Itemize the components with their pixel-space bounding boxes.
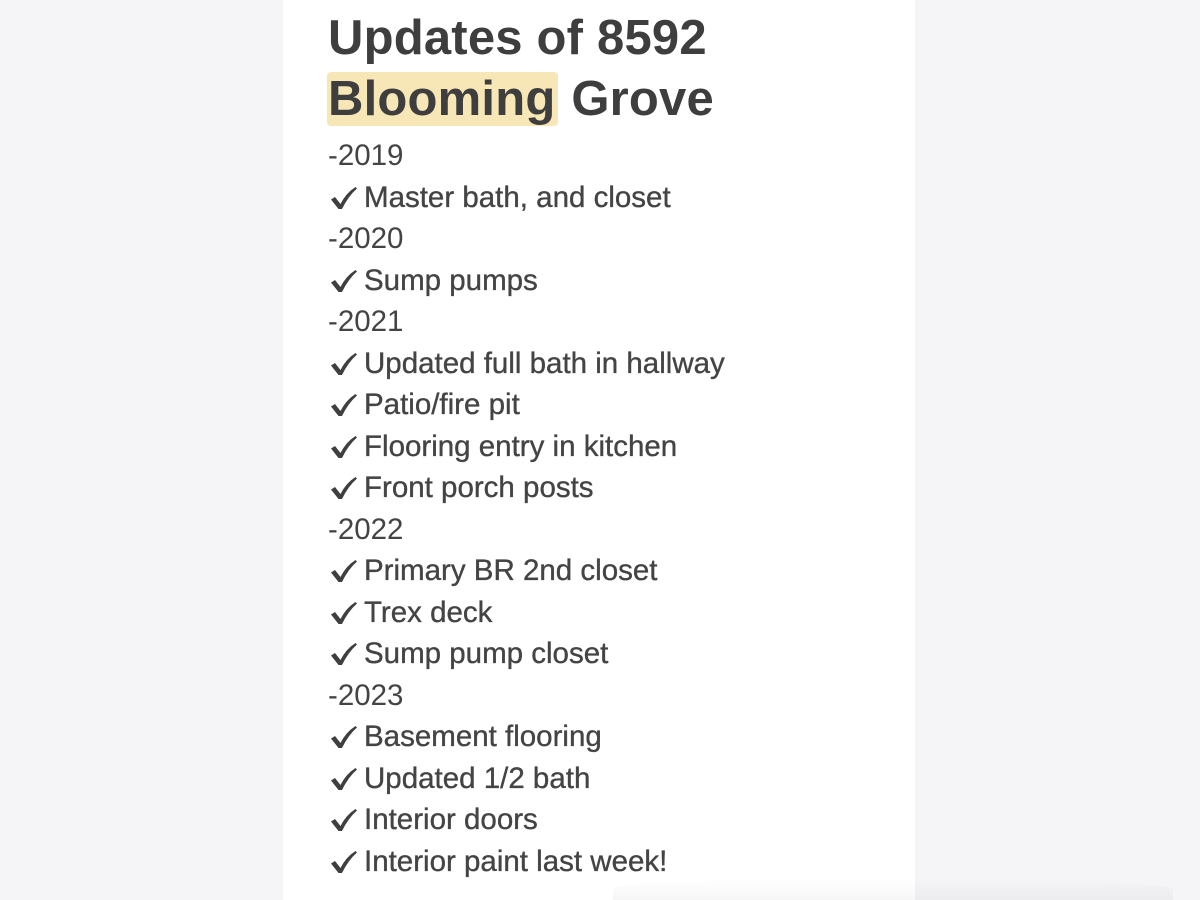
list-item: Updated 1/2 bath — [328, 758, 888, 800]
checkmark-icon — [328, 177, 358, 219]
checkmark-icon — [328, 841, 358, 883]
year-line: -2023 — [328, 678, 404, 712]
checkmark-icon — [328, 426, 358, 468]
year-line: -2020 — [328, 222, 404, 255]
list-item: Master bath, and closet — [328, 177, 888, 219]
year-line: -2022 — [328, 512, 404, 546]
list-item: Flooring entry in kitchen — [328, 426, 888, 468]
checkmark-icon — [328, 592, 358, 634]
updates-list — [328, 135, 888, 882]
list-item: Sump pump closet — [328, 633, 888, 675]
checkmark-icon — [328, 467, 358, 509]
checkmark-icon — [328, 384, 358, 426]
list-item: Primary BR 2nd closet — [328, 550, 888, 592]
title-line-1: Updates of 8592 — [328, 11, 707, 65]
title-highlight: Blooming — [328, 72, 556, 126]
checkmark-icon — [328, 716, 358, 758]
note-content — [328, 8, 888, 882]
list-item: Front porch posts — [328, 467, 888, 509]
list-item: Sump pumps — [328, 260, 888, 302]
list-item: Interior doors — [328, 799, 888, 841]
list-item: Updated full bath in hallway — [328, 343, 888, 385]
checkmark-icon — [328, 758, 358, 800]
list-item: Patio/fire pit — [328, 384, 888, 426]
checkmark-icon — [328, 260, 358, 302]
title-rest: Grove — [557, 72, 714, 126]
checkmark-icon — [328, 343, 358, 385]
year-line: -2019 — [328, 139, 404, 172]
year-line: -2021 — [328, 305, 404, 338]
checkmark-icon — [328, 799, 358, 841]
list-item: Basement flooring — [328, 716, 888, 758]
checkmark-icon — [328, 550, 358, 592]
list-item: Interior paint last week! — [328, 841, 888, 883]
checkmark-icon — [328, 633, 358, 675]
list-item: Trex deck — [328, 592, 888, 634]
note-title — [328, 8, 888, 130]
